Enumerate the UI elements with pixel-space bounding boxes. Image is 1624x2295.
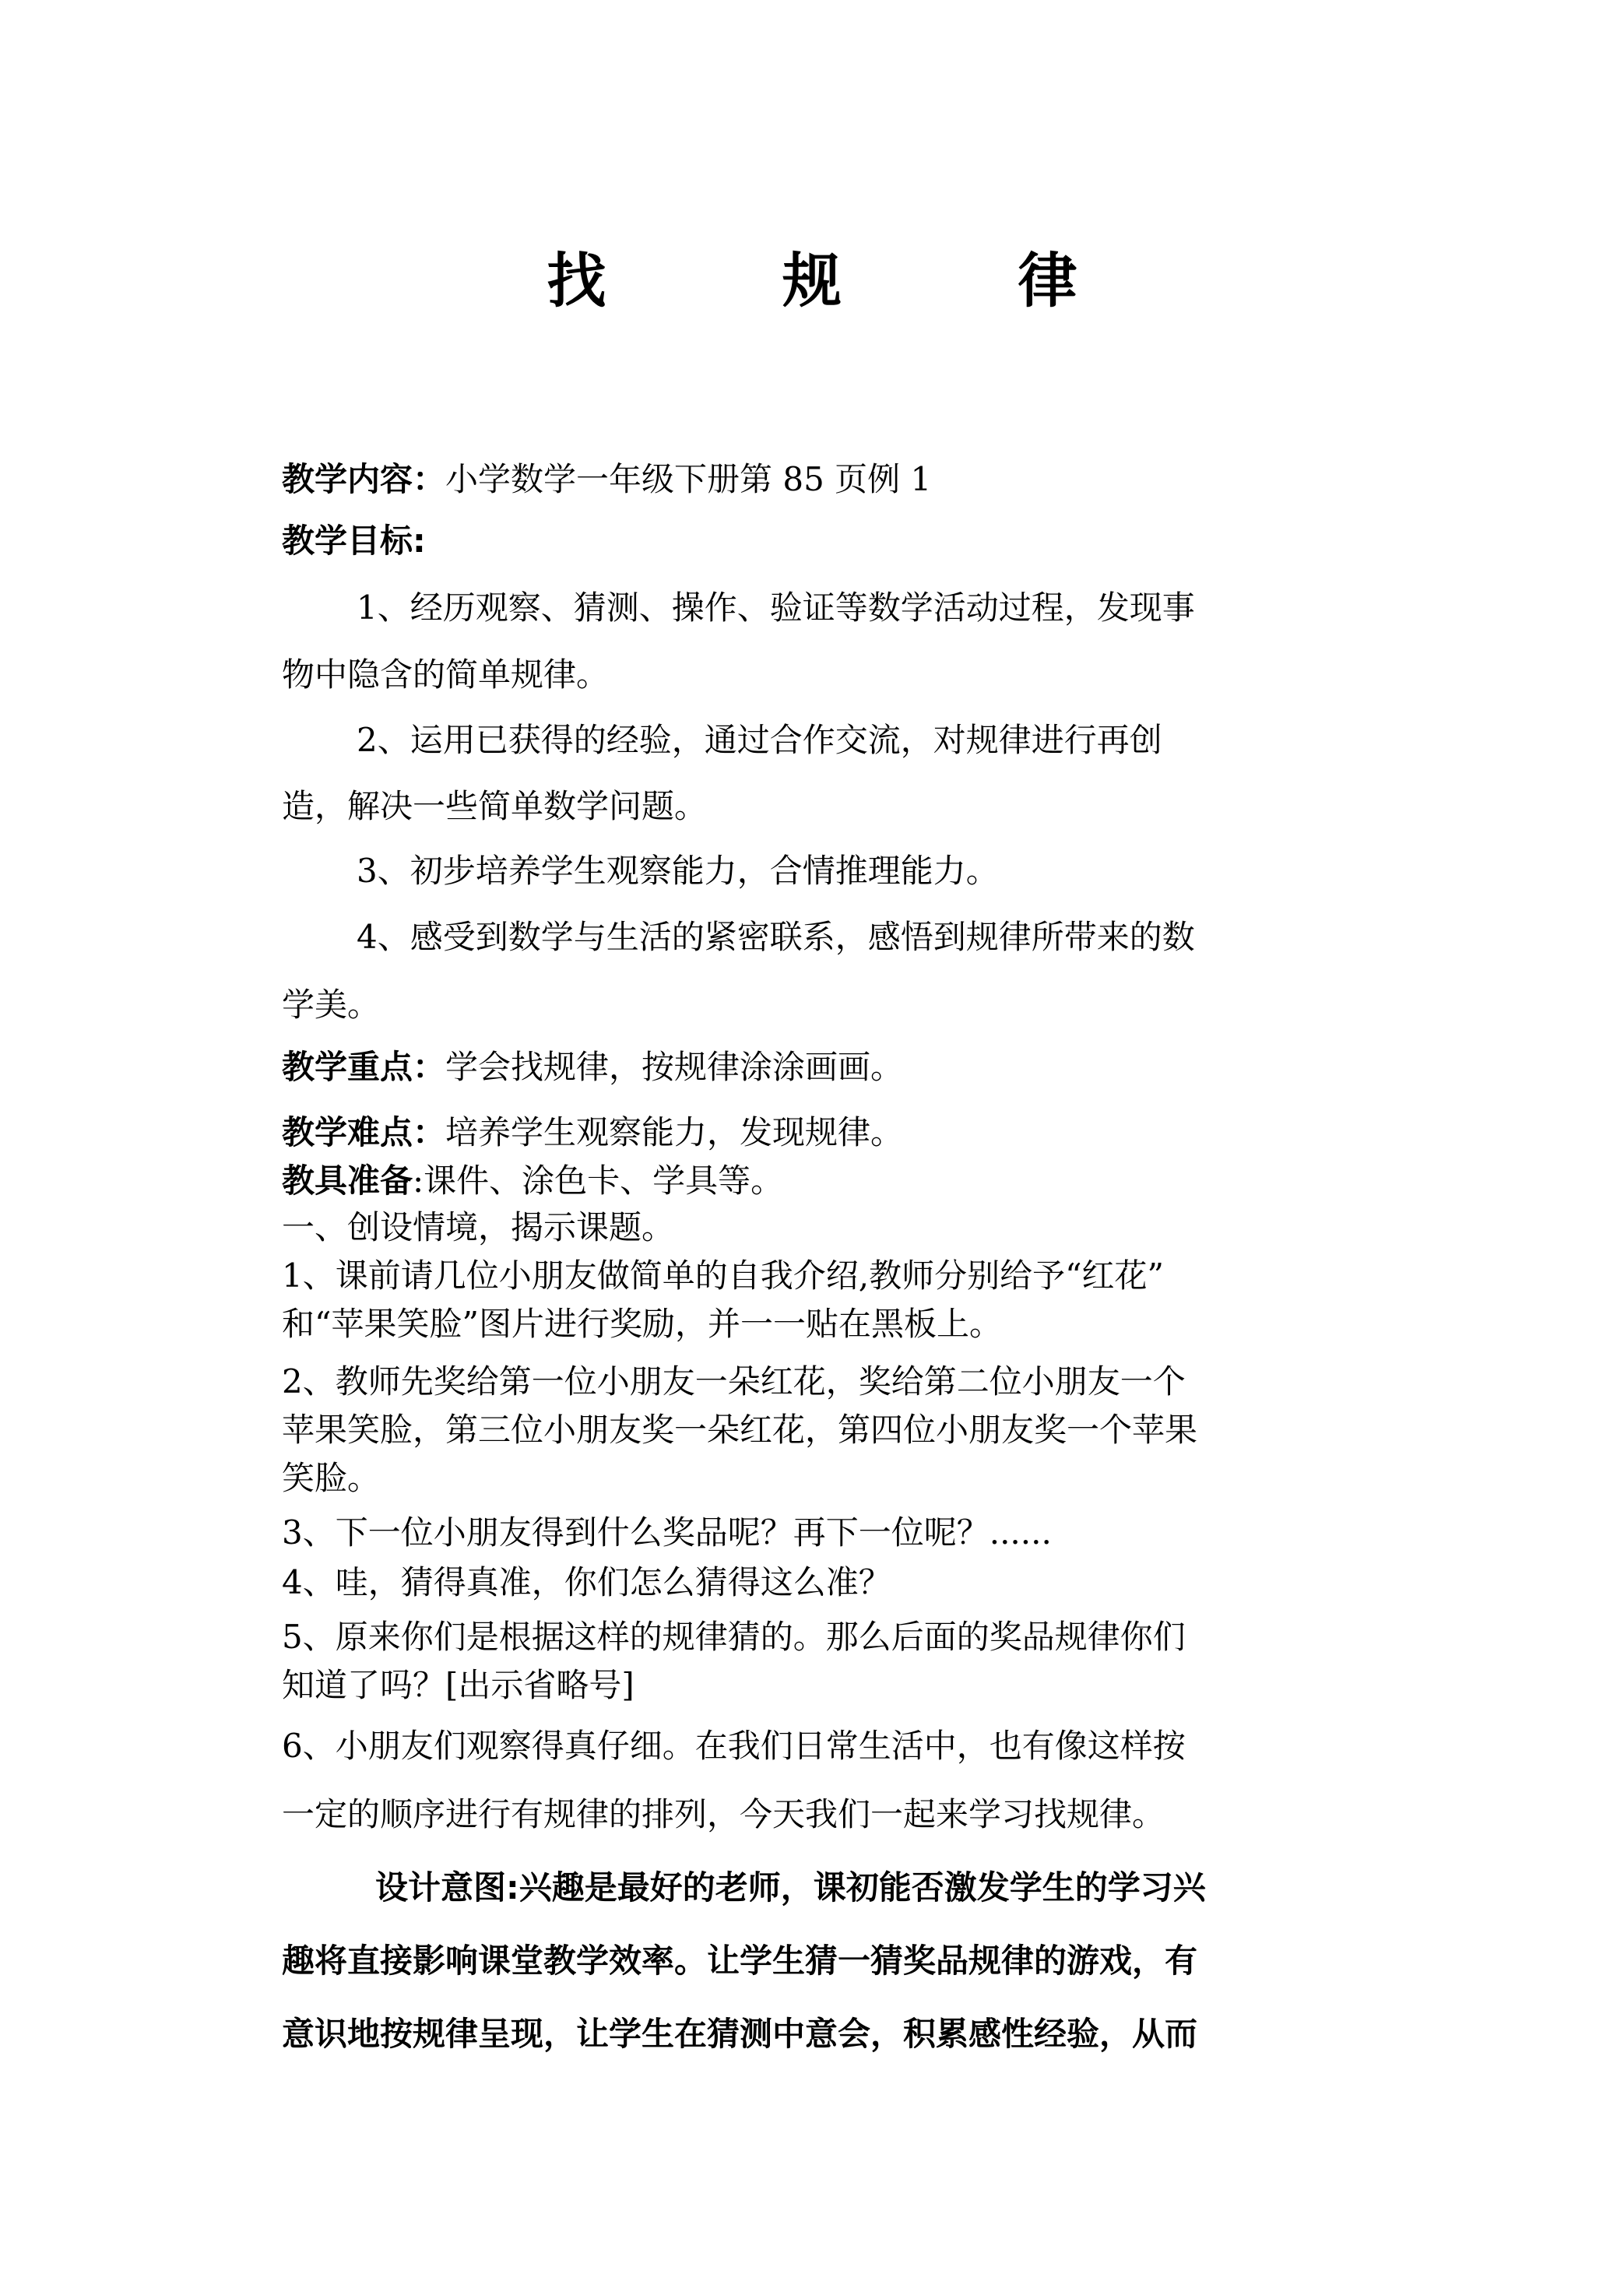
key-point-value: 学会找规律，按规律涂涂画画。 <box>445 1048 904 1086</box>
objective-4-line2: 学美。 <box>282 986 381 1024</box>
teaching-content <box>282 455 1356 504</box>
teaching-content-value: 小学数学一年级下册第 85 页例 1 <box>445 460 932 498</box>
key-point-label: 教学重点： <box>282 1048 446 1086</box>
section1-line: 知道了吗？[出示省略号] <box>282 1666 634 1704</box>
section1-line: 苹果笑脸，第三位小朋友奖一朵红花，第四位小朋友奖一个苹果 <box>282 1411 1198 1449</box>
section1-para6-line1: 6、小朋友们观察得真仔细。在我们日常生活中，也有像这样按 <box>282 1727 1186 1765</box>
difficulty <box>282 1109 1356 1157</box>
design-intent-line2: 趣将直接影响课堂教学效率。让学生猜一猜奖品规律的游戏，有 <box>282 1942 1198 1980</box>
page-title: 找 规 律 <box>547 246 1155 315</box>
section1-line: 1、课前请几位小朋友做简单的自我介绍,教师分别给予“红花” <box>282 1256 1165 1295</box>
section1-line: 4、哇，猜得真准，你们怎么猜得这么准？ <box>282 1563 891 1601</box>
objective-1-line2: 物中隐含的简单规律。 <box>282 655 610 694</box>
design-intent-line1: 设计意图:兴趣是最好的老师，课初能否激发学生的学习兴 <box>375 1868 1206 1907</box>
objectives-label: 教学目标: <box>282 522 426 560</box>
design-intent-line3: 意识地按规律呈现，让学生在猜测中意会，积累感性经验，从而 <box>282 2015 1198 2053</box>
difficulty-label: 教学难点： <box>282 1113 446 1151</box>
objective-2-line1: 2、运用已获得的经验，通过合作交流，对规律进行再创 <box>357 721 1162 759</box>
tools-label: 教具准备 <box>282 1162 413 1200</box>
objective-3-line1: 3、初步培养学生观察能力，合情推理能力。 <box>357 852 999 890</box>
difficulty-value: 培养学生观察能力，发现规律。 <box>445 1113 904 1151</box>
objectives-heading <box>282 517 1356 565</box>
section1-line: 2、教师先奖给第一位小朋友一朵红花，奖给第二位小朋友一个 <box>282 1362 1186 1401</box>
section1-heading: 一、创设情境，揭示课题。 <box>282 1208 675 1246</box>
section1-para6-line2: 一定的顺序进行有规律的排列，今天我们一起来学习找规律。 <box>282 1795 1165 1833</box>
objective-4-line1: 4、感受到数学与生活的紧密联系，感悟到规律所带来的数 <box>357 918 1195 956</box>
section1-line: 笑脸。 <box>282 1459 381 1497</box>
section1-line: 和“苹果笑脸”图片进行奖励，并一一贴在黑板上。 <box>282 1305 1002 1343</box>
section1-line: 3、下一位小朋友得到什么奖品呢？再下一位呢？...... <box>282 1513 1052 1552</box>
objective-2-line2: 造，解决一些简单数学问题。 <box>282 787 708 825</box>
tools-value: :课件、涂色卡、学具等。 <box>413 1162 784 1200</box>
key-point <box>282 1043 1356 1091</box>
tools <box>282 1157 1356 1205</box>
teaching-content-label: 教学内容： <box>282 460 446 498</box>
objective-1-line1: 1、经历观察、猜测、操作、验证等数学活动过程，发现事 <box>357 589 1195 627</box>
section1-line: 5、原来你们是根据这样的规律猜的。那么后面的奖品规律你们 <box>282 1618 1186 1656</box>
